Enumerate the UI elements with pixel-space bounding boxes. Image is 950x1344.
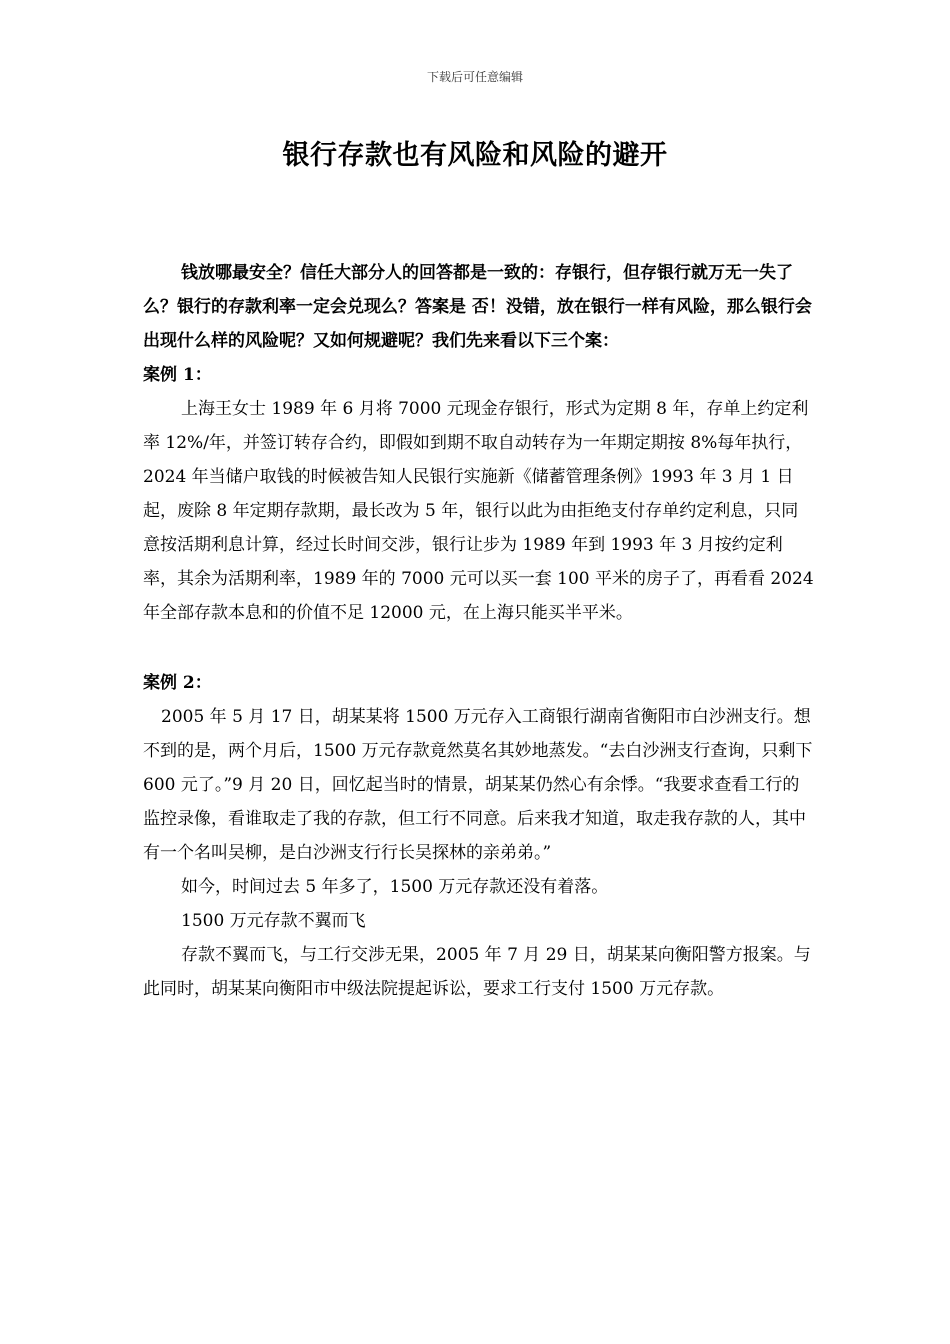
intro-paragraph: 钱放哪最安全？信任大部分人的回答都是一致的：存银行，但存银行就万无一失了么？银行的存款利率一定会兑现么？答案是 否！没错，放在银行一样有风险，那么银行会出现什么样的风险呢？又如何规避呢？我们先来看以下三个案： bbox=[143, 263, 812, 351]
document-body bbox=[143, 256, 815, 1006]
case2-paragraph-1: 2005 年 5 月 17 日，胡某某将 1500 万元存入工商银行湖南省衡阳市白沙洲支行。想不到的是，两个月后，1500 万元存款竟然莫名其妙地蒸发。“去白沙洲支行查询，只剩下 600 元了。”9 月 20 日，回忆起当时的情景，胡某某仍然心有余悸。“我要求查看工行的监控录像，看谁取走了我的存款，但工行不同意。后来我才知道，取走我存款的人，其中有一个名叫吴柳，是白沙洲支行行长吴探林的亲弟弟。” bbox=[143, 707, 813, 863]
case2-paragraph-4: 存款不翼而飞，与工行交涉无果，2005 年 7 月 29 日，胡某某向衡阳警方报案。与此同时，胡某某向衡阳市中级法院提起诉讼，要求工行支付 1500 万元存款。 bbox=[143, 945, 811, 999]
case1-heading: 案例 1： bbox=[143, 365, 212, 385]
header-note: 下载后可任意编辑 bbox=[426, 70, 523, 84]
case2-heading: 案例 2： bbox=[143, 673, 212, 693]
section-gap bbox=[143, 630, 815, 666]
page-title: 银行存款也有风险和风险的避开 bbox=[282, 140, 668, 171]
case2-paragraph-3: 1500 万元存款不翼而飞 bbox=[181, 911, 366, 931]
case2-paragraph-2: 如今，时间过去 5 年多了，1500 万元存款还没有着落。 bbox=[181, 877, 609, 897]
case1-body: 上海王女士 1989 年 6 月将 7000 元现金存银行，形式为定期 8 年，存单上约定利率 12%/年，并签订转存合约，即假如到期不取自动转存为一年期定期按 8%每年执行，2024 年当储户取钱的时候被告知人民银行实施新《储蓄管理条例》1993 年 3 月 1 日起，废除 8 年定期存款期，最长改为 5 年，银行以此为由拒绝支付存单约定利息，只同意按活期利息计算，经过长时间交涉，银行让步为 1989 年到 1993 年 3 月按约定利率，其余为活期利率，1989 年的 7000 元可以买一套 100 平米的房子了，再看看 2024 年全部存款本息和的价值不足 12000 元，在上海只能买半平米。 bbox=[143, 399, 814, 623]
